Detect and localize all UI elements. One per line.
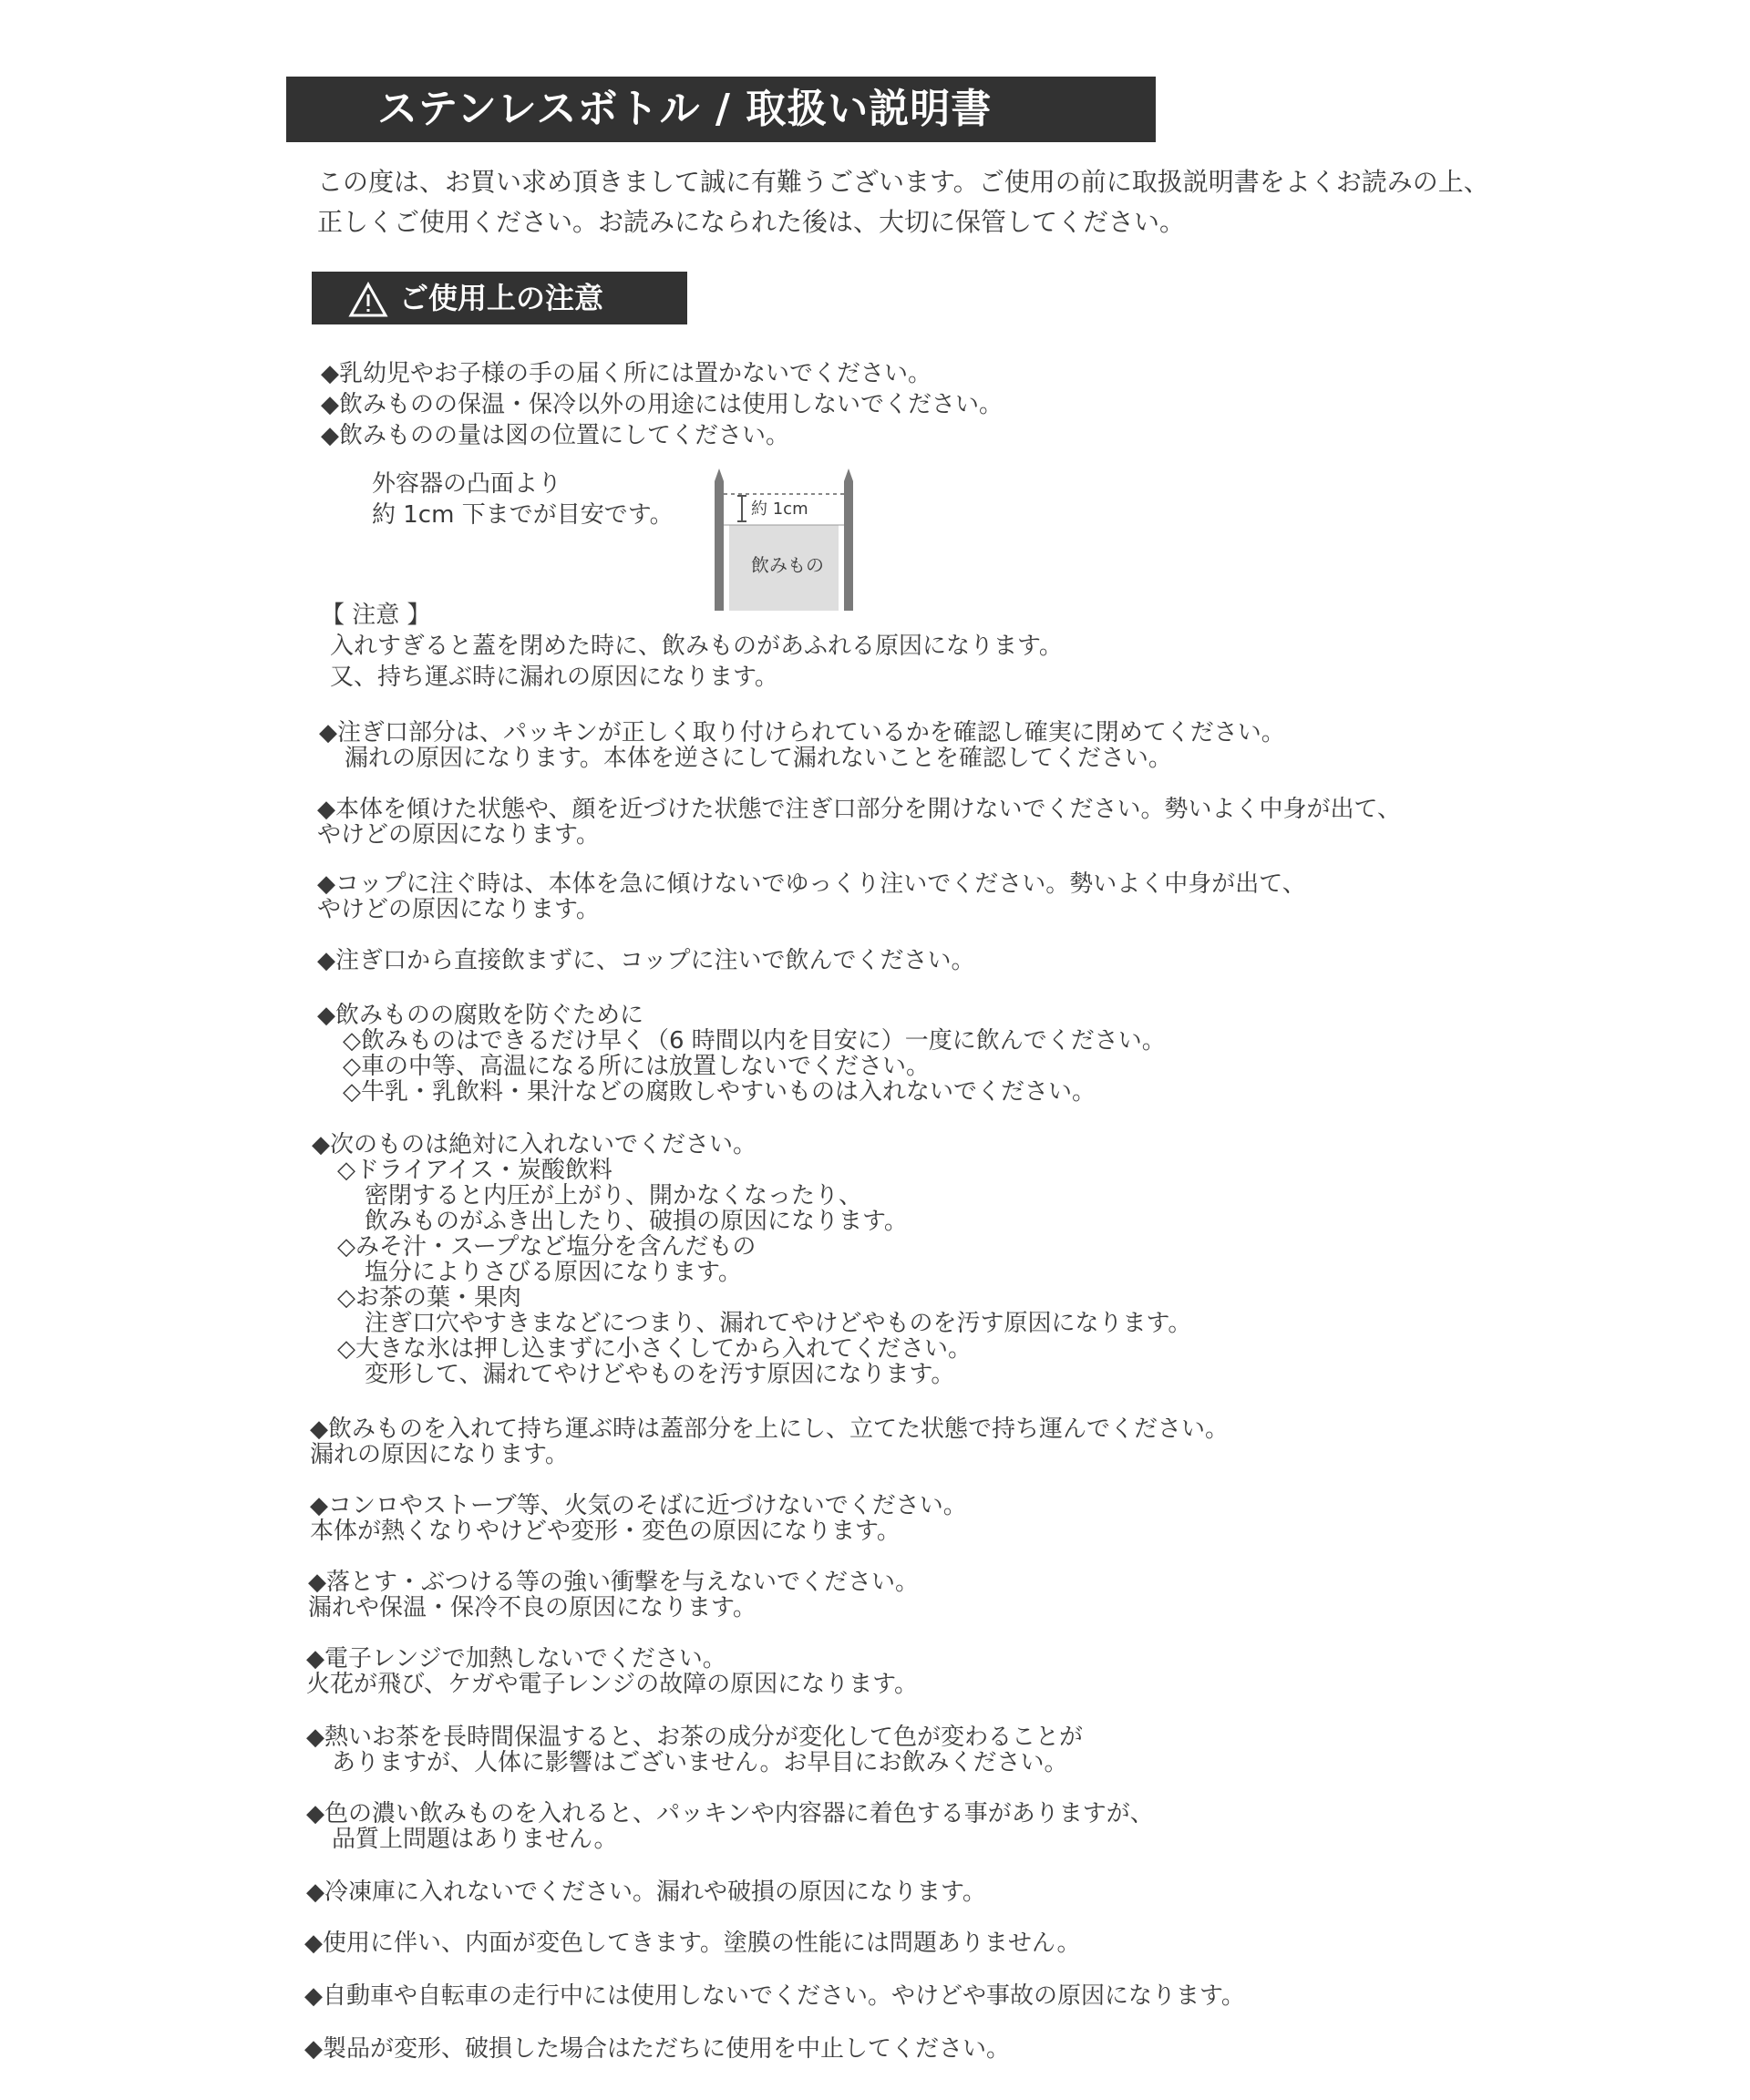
list-item — [317, 948, 974, 973]
fill-label: 飲みもの — [751, 554, 824, 576]
item-line: ◇みそ汁・スープなど塩分を含んだもの — [337, 1233, 757, 1261]
item-line: ◆本体を傾けた状態や、顔を近づけた状態で注ぎ口部分を開けないでください。勢いよく中身が出て、 — [317, 796, 1401, 823]
list-item — [319, 720, 1285, 771]
item-line: ◇飲みものはできるだけ早く（6 時間以内を目安に）一度に飲んでください。 — [343, 1027, 1166, 1055]
item-line: 変形して、漏れてやけどやものを汚す原因になります。 — [365, 1361, 955, 1388]
section-title: ご使用上の注意 — [399, 281, 604, 315]
item-line: やけどの原因になります。 — [317, 896, 600, 923]
list-item — [317, 871, 1306, 922]
intro-line: この度は、お買い求め頂きまして誠に有難うございます。ご使用の前に取扱説明書をよくお読みの上、 — [317, 167, 1489, 197]
list-item — [310, 1493, 967, 1544]
item-line: ◆製品が変形、破損した場合はただちに使用を中止してください。 — [304, 2035, 1010, 2063]
gap-label: 約 1cm — [751, 499, 808, 519]
item-line: 塩分によりさびる原因になります。 — [365, 1259, 742, 1286]
document-title: ステンレスボトル / 取扱い説明書 — [286, 77, 1156, 142]
item-line: ◆使用に伴い、内面が変色してきます。塗膜の性能には問題ありません。 — [304, 1930, 1081, 1957]
list-item: ◆乳幼児やお子様の手の届く所には置かないでください。 — [321, 360, 932, 387]
list-item — [308, 1570, 919, 1621]
item-line: 密閉すると内圧が上がり、開かなくなったり、 — [365, 1182, 863, 1210]
list-item — [310, 1416, 1229, 1467]
item-line: ◆コンロやストーブ等、火気のそばに近づけないでください。 — [310, 1492, 967, 1519]
list-item — [304, 1930, 1080, 1956]
caution-heading: 【 注意 】 — [321, 602, 431, 629]
list-item — [306, 1801, 1154, 1852]
item-line: ◇お茶の葉・果肉 — [337, 1284, 521, 1312]
item-line: ◇ドライアイス・炭酸飲料 — [337, 1157, 612, 1184]
fill-level-note — [372, 468, 674, 530]
item-line: ◆落とす・ぶつける等の強い衝撃を与えないでください。 — [308, 1569, 919, 1596]
warning-triangle-icon — [348, 282, 388, 318]
list-item — [312, 1132, 1191, 1387]
bullet-list-top — [321, 361, 1003, 448]
fill-note-line: 外容器の凸面より — [372, 470, 562, 498]
list-item: ◆飲みものの保温・保冷以外の用途には使用しないでください。 — [321, 391, 1003, 418]
item-line: ありますが、人体に影響はございません。お早目にお飲みください。 — [332, 1749, 1068, 1776]
intro-paragraph — [317, 162, 1593, 242]
item-line: ◇大きな氷は押し込まずに小さくしてから入れてください。 — [337, 1335, 972, 1363]
item-line: 漏れや保温・保冷不良の原因になります。 — [308, 1594, 757, 1621]
item-line: 品質上問題はありません。 — [332, 1826, 618, 1853]
list-item — [317, 1003, 1166, 1105]
section-header-precautions — [312, 272, 687, 324]
item-line: 本体が熱くなりやけどや変形・変色の原因になります。 — [310, 1518, 901, 1545]
item-line: ◆色の濃い飲みものを入れると、パッキンや内容器に着色する事がありますが、 — [306, 1800, 1154, 1827]
list-item: ◆飲みものの量は図の位置にしてください。 — [321, 422, 789, 449]
item-line: ◆注ぎ口から直接飲まずに、コップに注いで飲んでください。 — [317, 947, 975, 974]
list-item — [306, 1724, 1083, 1776]
list-item — [304, 2036, 1010, 2062]
item-line: 火花が飛び、ケガや電子レンジの故障の原因になります。 — [306, 1671, 919, 1698]
item-line: ◇車の中等、高温になる所には放置しないでください。 — [343, 1053, 930, 1080]
intro-line: 正しくご使用ください。お読みになられた後は、大切に保管してください。 — [317, 207, 1186, 237]
list-item — [317, 797, 1401, 848]
item-line: 漏れの原因になります。 — [310, 1441, 569, 1468]
fill-level-diagram — [707, 461, 860, 620]
item-line: 飲みものがふき出したり、破損の原因になります。 — [365, 1208, 908, 1235]
item-line: ◆コップに注ぐ時は、本体を急に傾けないでゆっくり注いでください。勢いよく中身が出て、 — [317, 870, 1306, 898]
item-line: ◆自動車や自転車の走行中には使用しないでください。やけどや事故の原因になります。 — [304, 1982, 1245, 2010]
item-line: ◆冷凍庫に入れないでください。漏れや破損の原因になります。 — [306, 1879, 986, 1906]
caution-line: 入れすぎると蓋を閉めた時に、飲みものがあふれる原因になります。 — [330, 633, 1063, 660]
item-line: ◆次のものは絶対に入れないでください。 — [312, 1131, 757, 1158]
caution-line: 又、持ち運ぶ時に漏れの原因になります。 — [330, 664, 778, 691]
item-line: ◇牛乳・乳飲料・果汁などの腐敗しやすいものは入れないでください。 — [343, 1078, 1096, 1106]
list-item — [306, 1879, 986, 1905]
item-line: やけどの原因になります。 — [317, 821, 600, 849]
item-line: ◆電子レンジで加熱しないでください。 — [306, 1645, 726, 1673]
item-line: ◆飲みものを入れて持ち運ぶ時は蓋部分を上にし、立てた状態で持ち運んでください。 — [310, 1415, 1229, 1443]
item-line: ◆注ぎ口部分は、パッキンが正しく取り付けられているかを確認し確実に閉めてください。 — [319, 719, 1285, 746]
list-item — [306, 1646, 918, 1697]
item-line: 漏れの原因になります。本体を逆さにして漏れないことを確認してください。 — [345, 745, 1172, 772]
caution-block — [321, 600, 1063, 693]
item-line: ◆熱いお茶を長時間保温すると、お茶の成分が変化して色が変わることが — [306, 1724, 1083, 1751]
fill-note-line: 約 1cm 下までが目安です。 — [372, 501, 674, 529]
item-line: 注ぎ口穴やすきまなどにつまり、漏れてやけどやものを汚す原因になります。 — [365, 1310, 1192, 1337]
item-line: ◆飲みものの腐敗を防ぐために — [317, 1002, 643, 1029]
list-item — [304, 1983, 1245, 2009]
